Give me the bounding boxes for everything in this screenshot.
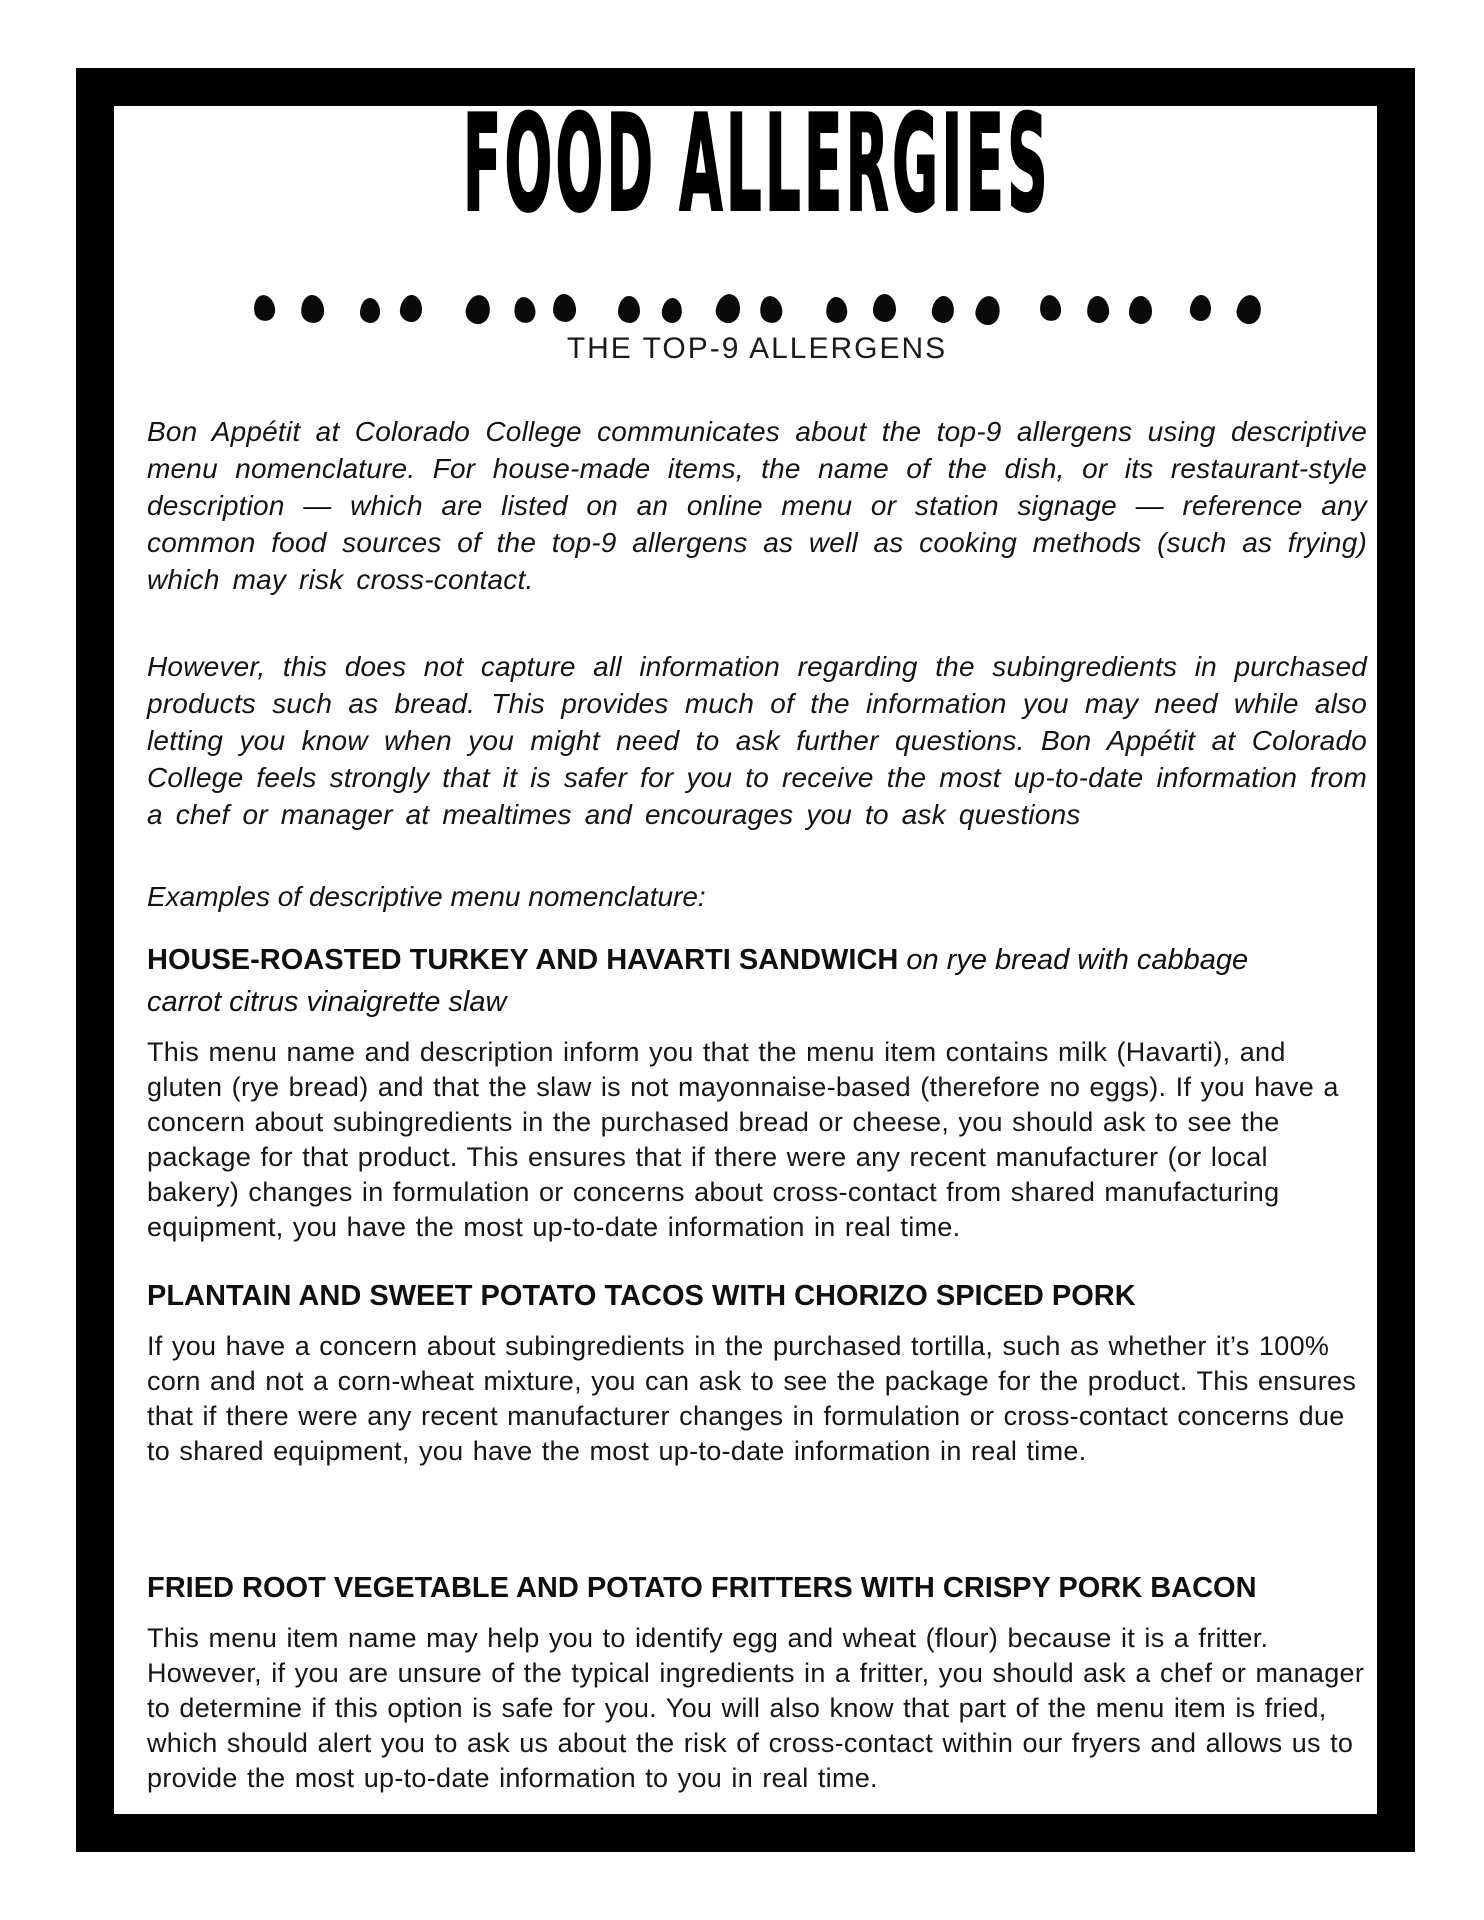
dot xyxy=(973,294,1002,327)
dot xyxy=(757,294,783,324)
example-body: This menu name and description inform you that the menu item contains milk (Havarti), and gluten (rye bread) and that the slaw is not mayonnaise-based (therefore no eggs). If you have a concern about subingredients in the purchased bread or cheese, you should ask to see the package for that product. This ensures that if there were any recent manufacturer (or local bakery) changes in formulation or concerns about cross-contact from shared manufacturing equipment, you have the most up-to-date information in real time. xyxy=(147,1037,1339,1242)
example-heading xyxy=(147,939,1307,1023)
document-content xyxy=(114,106,1377,1814)
dot xyxy=(618,296,640,323)
example-section-fried-fritters xyxy=(147,1567,1367,1796)
example-heading xyxy=(147,1275,1307,1317)
example-section-turkey-sandwich xyxy=(147,939,1367,1245)
dot xyxy=(873,294,896,322)
dot xyxy=(824,296,847,324)
example-heading-name: HOUSE-ROASTED TURKEY AND HAVARTI SANDWICH xyxy=(147,944,899,976)
dot xyxy=(930,295,954,324)
intro-paragraph-1: Bon Appétit at Colorado College communicates about the top-9 allergens using descriptive menu nomenclature. For house-made items, the name of the dish, or its restaurant-style description — which are listed on an online menu or station signage — reference any common food sources of the top-9 allergens as well as cooking methods (such as frying) which may risk cross-contact. xyxy=(147,416,1367,595)
dot xyxy=(551,293,576,323)
dot xyxy=(398,294,422,323)
dot xyxy=(1037,293,1062,322)
example-heading-name: FRIED ROOT VEGETABLE AND POTATO FRITTERS WITH CRISPY PORK BACON xyxy=(147,1572,1257,1604)
dot xyxy=(1188,294,1211,322)
dot xyxy=(360,298,380,323)
dot xyxy=(463,293,492,326)
dot xyxy=(713,292,742,325)
dots-row xyxy=(147,294,1367,324)
black-border-frame xyxy=(76,68,1415,1852)
example-heading-detail: on rye bread with cabbage carrot citrus vinaigrette slaw xyxy=(147,944,1249,1018)
dot xyxy=(1129,296,1152,324)
dot xyxy=(251,293,276,322)
example-section-plantain-tacos xyxy=(147,1275,1367,1469)
dot xyxy=(1234,293,1263,326)
example-heading-name: PLANTAIN AND SWEET POTATO TACOS WITH CHORIZO SPICED PORK xyxy=(147,1280,1136,1312)
title-block xyxy=(147,106,1367,242)
intro-paragraph-2: However, this does not capture all information regarding the subingredients in purchased products such as bread. This provides much of the information you may need while also letting you know when you might need to ask further questions. Bon Appétit at Colorado College feels strongly that it is safer for you to receive the most up-to-date information from a chef or manager at mealtimes and encourages you to ask questions xyxy=(147,651,1367,830)
page-title: FOOD ALLERGIES xyxy=(463,106,1051,242)
dot xyxy=(512,295,537,324)
examples-label: Examples of descriptive menu nomenclature: xyxy=(147,881,706,912)
example-heading xyxy=(147,1567,1307,1609)
dot xyxy=(299,294,324,324)
page-subtitle: THE TOP-9 ALLERGENS xyxy=(566,332,948,365)
dot xyxy=(1085,295,1109,324)
dot xyxy=(660,297,682,324)
example-body: This menu item name may help you to identify egg and wheat (flour) because it is a fritter. However, if you are unsure of the typical ingredients in a fritter, you should ask a chef or manager to determine if this option is safe for you. You will also know that part of the menu item is fried, which should alert you to ask us about the risk of cross-contact within our fryers and allows us to provide the most up-to-date information to you in real time. xyxy=(147,1623,1365,1793)
example-body: If you have a concern about subingredients in the purchased tortilla, such as whether it’s 100% corn and not a corn-wheat mixture, you can ask to see the package for the product. This ensures that if there were any recent manufacturer changes in formulation or cross-contact concerns due to shared equipment, you have the most up-to-date information in real time. xyxy=(147,1331,1357,1466)
